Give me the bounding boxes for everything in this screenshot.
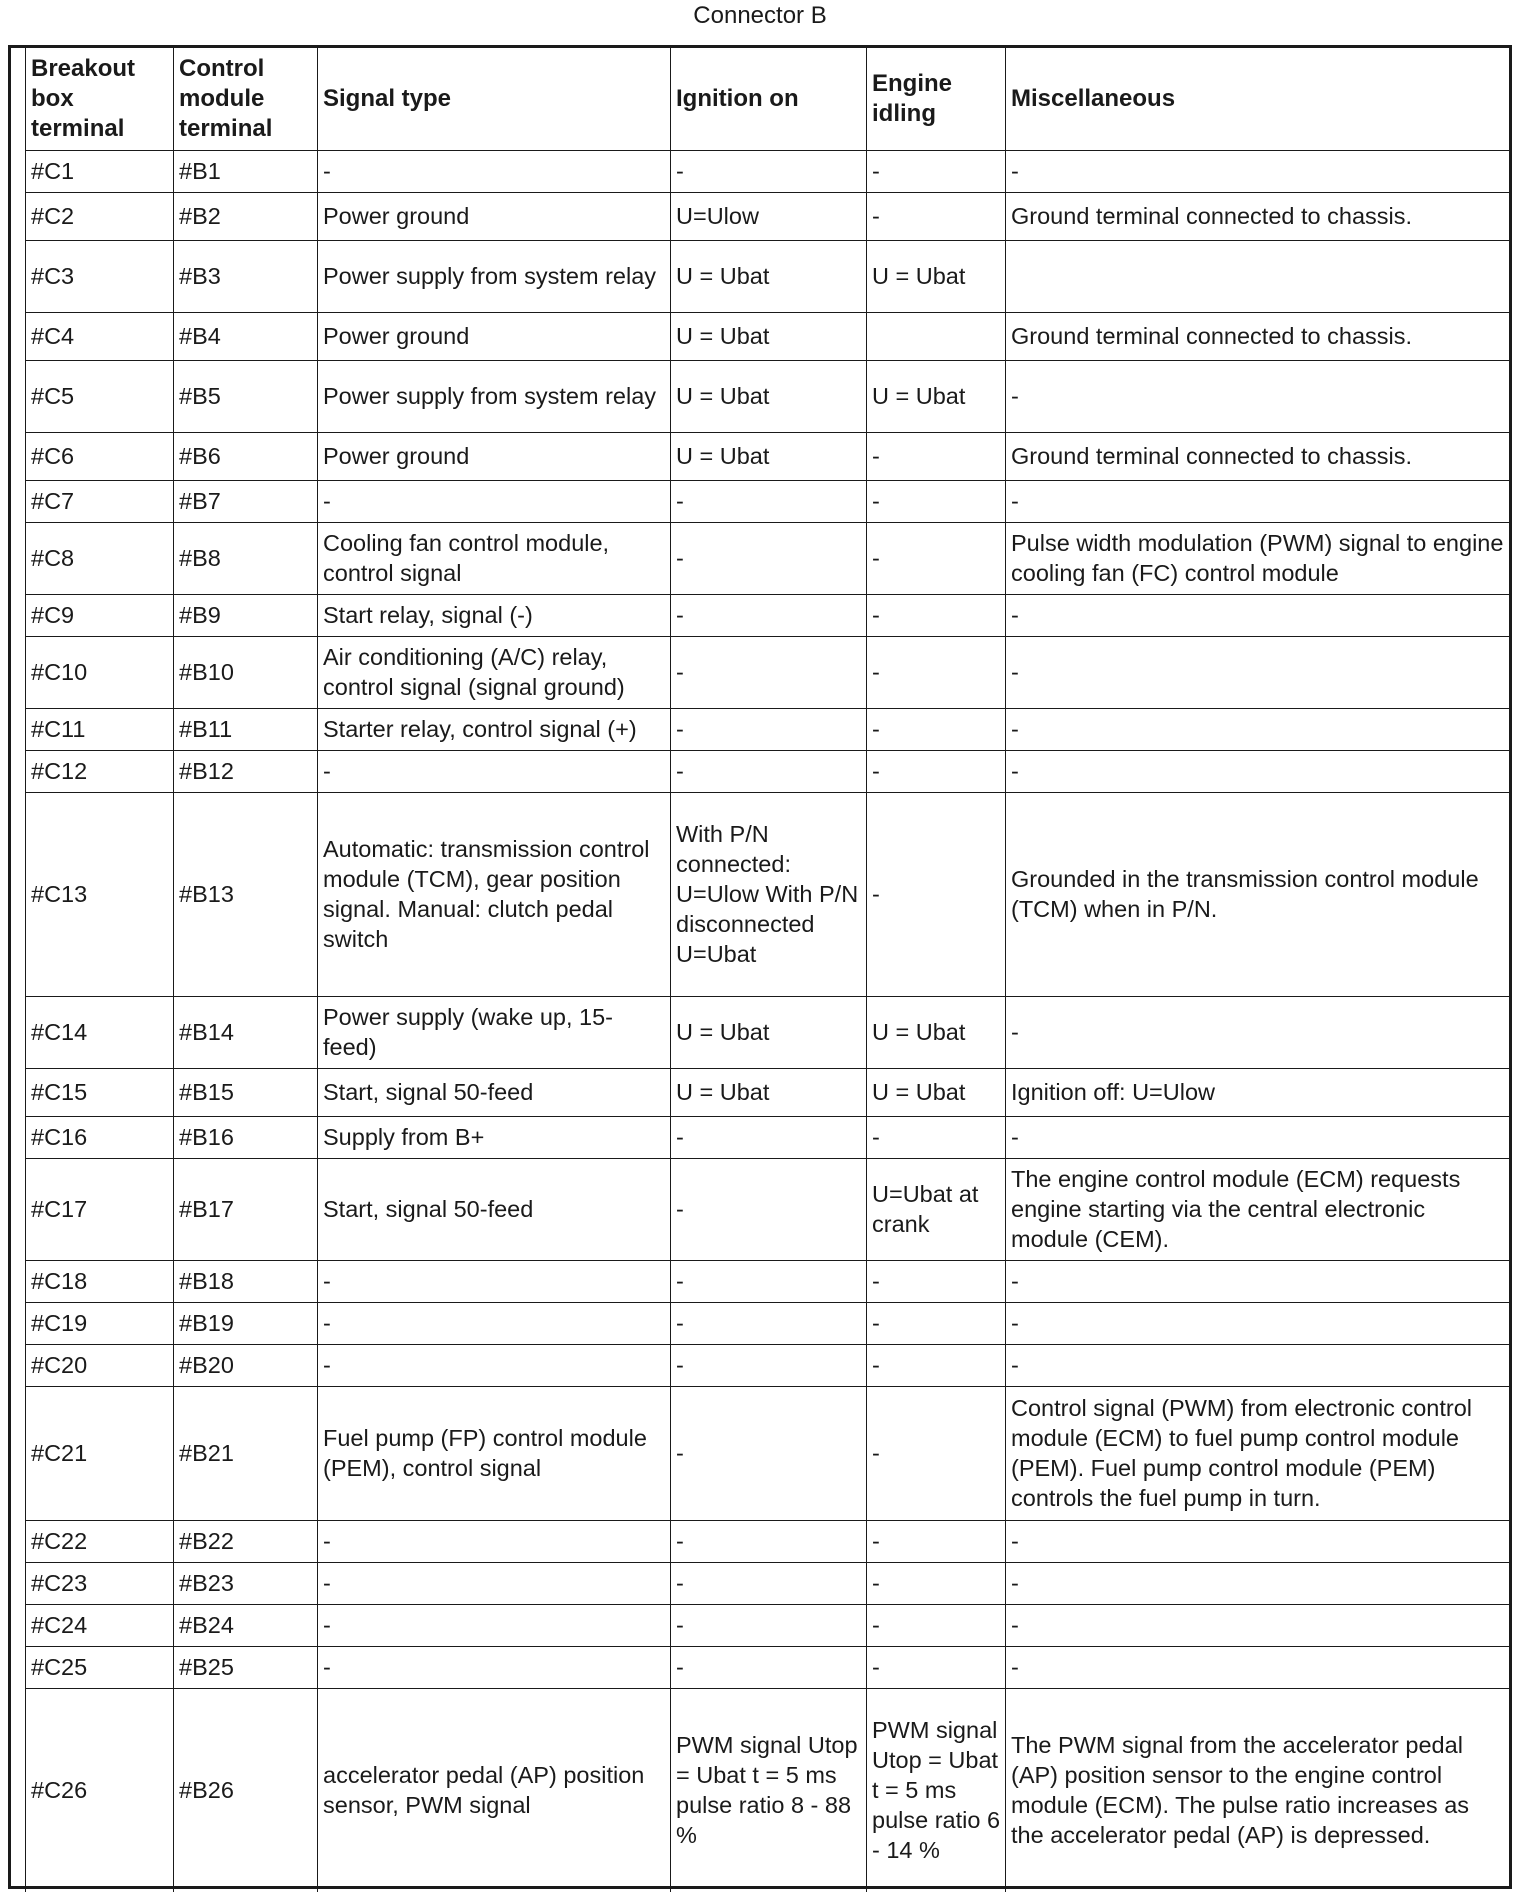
module-terminal-cell: #B19 xyxy=(174,1302,318,1344)
signal-type-cell: Cooling fan control module, control signal xyxy=(318,522,671,594)
breakout-terminal-cell: #C24 xyxy=(26,1604,174,1646)
table-row xyxy=(26,1386,1510,1520)
ignition-on-cell: U = Ubat xyxy=(671,996,867,1068)
signal-type-cell: - xyxy=(318,1260,671,1302)
breakout-terminal-cell: #C17 xyxy=(26,1158,174,1260)
breakout-terminal-cell: #C14 xyxy=(26,996,174,1068)
ignition-on-cell: - xyxy=(671,636,867,708)
column-header: Ignition on xyxy=(671,48,867,150)
module-terminal-cell: #B11 xyxy=(174,708,318,750)
breakout-terminal-cell: #C13 xyxy=(26,792,174,996)
engine-idling-cell: - xyxy=(867,636,1006,708)
engine-idling-cell: - xyxy=(867,1302,1006,1344)
table-row xyxy=(26,1260,1510,1302)
engine-idling-cell: - xyxy=(867,750,1006,792)
ignition-on-cell: U = Ubat xyxy=(671,312,867,360)
table-row xyxy=(26,708,1510,750)
engine-idling-cell: U = Ubat xyxy=(867,1068,1006,1116)
module-terminal-cell: #B8 xyxy=(174,522,318,594)
ignition-on-cell: U = Ubat xyxy=(671,360,867,432)
table-row xyxy=(26,360,1510,432)
connector-table xyxy=(25,48,1510,1892)
ignition-on-cell: PWM signal Utop = Ubat t = 5 ms pulse ratio 8 - 88 % xyxy=(671,1688,867,1892)
column-header: Miscellaneous xyxy=(1006,48,1510,150)
module-terminal-cell: #B4 xyxy=(174,312,318,360)
engine-idling-cell: - xyxy=(867,192,1006,240)
signal-type-cell: Supply from B+ xyxy=(318,1116,671,1158)
module-terminal-cell: #B10 xyxy=(174,636,318,708)
misc-cell xyxy=(1006,240,1510,312)
table-row xyxy=(26,1562,1510,1604)
engine-idling-cell: U=Ubat at crank xyxy=(867,1158,1006,1260)
misc-cell: Ground terminal connected to chassis. xyxy=(1006,192,1510,240)
ignition-on-cell: - xyxy=(671,1562,867,1604)
engine-idling-cell: - xyxy=(867,792,1006,996)
signal-type-cell: - xyxy=(318,1604,671,1646)
signal-type-cell: - xyxy=(318,1646,671,1688)
engine-idling-cell: - xyxy=(867,1260,1006,1302)
breakout-terminal-cell: #C16 xyxy=(26,1116,174,1158)
table-title: Connector B xyxy=(693,2,827,29)
breakout-terminal-cell: #C10 xyxy=(26,636,174,708)
ignition-on-cell: - xyxy=(671,480,867,522)
table-row xyxy=(26,240,1510,312)
breakout-terminal-cell: #C9 xyxy=(26,594,174,636)
ignition-on-cell: - xyxy=(671,750,867,792)
signal-type-cell: - xyxy=(318,1520,671,1562)
signal-type-cell: - xyxy=(318,1302,671,1344)
misc-cell: Grounded in the transmission control module (TCM) when in P/N. xyxy=(1006,792,1510,996)
misc-cell: - xyxy=(1006,1604,1510,1646)
misc-cell: - xyxy=(1006,150,1510,192)
breakout-terminal-cell: #C4 xyxy=(26,312,174,360)
module-terminal-cell: #B13 xyxy=(174,792,318,996)
signal-type-cell: Power supply from system relay xyxy=(318,240,671,312)
misc-cell: Control signal (PWM) from electronic control module (ECM) to fuel pump control module (PEM). Fuel pump control module (PEM) controls the fuel pump in turn. xyxy=(1006,1386,1510,1520)
misc-cell: - xyxy=(1006,636,1510,708)
signal-type-cell: Fuel pump (FP) control module (PEM), control signal xyxy=(318,1386,671,1520)
table-row xyxy=(26,192,1510,240)
engine-idling-cell: - xyxy=(867,1604,1006,1646)
module-terminal-cell: #B17 xyxy=(174,1158,318,1260)
module-terminal-cell: #B14 xyxy=(174,996,318,1068)
engine-idling-cell: - xyxy=(867,522,1006,594)
signal-type-cell: accelerator pedal (AP) position sensor, PWM signal xyxy=(318,1688,671,1892)
ignition-on-cell: - xyxy=(671,522,867,594)
module-terminal-cell: #B25 xyxy=(174,1646,318,1688)
ignition-on-cell: With P/N connected: U=Ulow With P/N disconnected U=Ubat xyxy=(671,792,867,996)
misc-cell: - xyxy=(1006,480,1510,522)
misc-cell: Pulse width modulation (PWM) signal to engine cooling fan (FC) control module xyxy=(1006,522,1510,594)
table-row xyxy=(26,792,1510,996)
misc-cell: Ignition off: U=Ulow xyxy=(1006,1068,1510,1116)
misc-cell: - xyxy=(1006,1562,1510,1604)
module-terminal-cell: #B26 xyxy=(174,1688,318,1892)
module-terminal-cell: #B1 xyxy=(174,150,318,192)
breakout-terminal-cell: #C15 xyxy=(26,1068,174,1116)
breakout-terminal-cell: #C6 xyxy=(26,432,174,480)
misc-cell: - xyxy=(1006,1302,1510,1344)
breakout-terminal-cell: #C22 xyxy=(26,1520,174,1562)
signal-type-cell: Start, signal 50-feed xyxy=(318,1158,671,1260)
engine-idling-cell: U = Ubat xyxy=(867,996,1006,1068)
engine-idling-cell: - xyxy=(867,1344,1006,1386)
ignition-on-cell: - xyxy=(671,1520,867,1562)
table-row xyxy=(26,480,1510,522)
engine-idling-cell: - xyxy=(867,594,1006,636)
signal-type-cell: - xyxy=(318,1562,671,1604)
breakout-terminal-cell: #C3 xyxy=(26,240,174,312)
breakout-terminal-cell: #C26 xyxy=(26,1688,174,1892)
signal-type-cell: Power ground xyxy=(318,192,671,240)
module-terminal-cell: #B9 xyxy=(174,594,318,636)
ignition-on-cell: - xyxy=(671,594,867,636)
misc-cell: The engine control module (ECM) requests engine starting via the central electronic module (CEM). xyxy=(1006,1158,1510,1260)
table-row xyxy=(26,1604,1510,1646)
module-terminal-cell: #B22 xyxy=(174,1520,318,1562)
engine-idling-cell: - xyxy=(867,708,1006,750)
module-terminal-cell: #B18 xyxy=(174,1260,318,1302)
ignition-on-cell: - xyxy=(671,1116,867,1158)
signal-type-cell: - xyxy=(318,750,671,792)
breakout-terminal-cell: #C25 xyxy=(26,1646,174,1688)
module-terminal-cell: #B23 xyxy=(174,1562,318,1604)
breakout-terminal-cell: #C19 xyxy=(26,1302,174,1344)
table-row xyxy=(26,432,1510,480)
table-row xyxy=(26,1068,1510,1116)
misc-cell: - xyxy=(1006,1260,1510,1302)
table-row xyxy=(26,1158,1510,1260)
ignition-on-cell: - xyxy=(671,1158,867,1260)
misc-cell: - xyxy=(1006,1646,1510,1688)
engine-idling-cell: - xyxy=(867,1562,1006,1604)
breakout-terminal-cell: #C23 xyxy=(26,1562,174,1604)
module-terminal-cell: #B7 xyxy=(174,480,318,522)
signal-type-cell: Power supply (wake up, 15-feed) xyxy=(318,996,671,1068)
ignition-on-cell: - xyxy=(671,1344,867,1386)
ignition-on-cell: - xyxy=(671,1646,867,1688)
signal-type-cell: Air conditioning (A/C) relay, control signal (signal ground) xyxy=(318,636,671,708)
signal-type-cell: Start relay, signal (-) xyxy=(318,594,671,636)
ignition-on-cell: U = Ubat xyxy=(671,240,867,312)
ignition-on-cell: U = Ubat xyxy=(671,1068,867,1116)
ignition-on-cell: - xyxy=(671,708,867,750)
misc-cell: - xyxy=(1006,996,1510,1068)
breakout-terminal-cell: #C1 xyxy=(26,150,174,192)
misc-cell: Ground terminal connected to chassis. xyxy=(1006,432,1510,480)
breakout-terminal-cell: #C12 xyxy=(26,750,174,792)
signal-type-cell: - xyxy=(318,150,671,192)
table-row xyxy=(26,1688,1510,1892)
signal-type-cell: Automatic: transmission control module (TCM), gear position signal. Manual: clutch pedal switch xyxy=(318,792,671,996)
module-terminal-cell: #B6 xyxy=(174,432,318,480)
signal-type-cell: Power supply from system relay xyxy=(318,360,671,432)
module-terminal-cell: #B12 xyxy=(174,750,318,792)
module-terminal-cell: #B20 xyxy=(174,1344,318,1386)
column-header: Control module terminal xyxy=(174,48,318,150)
module-terminal-cell: #B24 xyxy=(174,1604,318,1646)
ignition-on-cell: U = Ubat xyxy=(671,432,867,480)
misc-cell: - xyxy=(1006,750,1510,792)
engine-idling-cell: U = Ubat xyxy=(867,240,1006,312)
table-row xyxy=(26,150,1510,192)
column-header: Signal type xyxy=(318,48,671,150)
misc-cell: The PWM signal from the accelerator pedal (AP) position sensor to the engine control module (ECM). The pulse ratio increases as the accelerator pedal (AP) is depressed. xyxy=(1006,1688,1510,1892)
signal-type-cell: - xyxy=(318,480,671,522)
column-header: Engine idling xyxy=(867,48,1006,150)
table-row xyxy=(26,636,1510,708)
table-row xyxy=(26,1520,1510,1562)
breakout-terminal-cell: #C5 xyxy=(26,360,174,432)
ignition-on-cell: - xyxy=(671,150,867,192)
module-terminal-cell: #B3 xyxy=(174,240,318,312)
ignition-on-cell: U=Ulow xyxy=(671,192,867,240)
signal-type-cell: Starter relay, control signal (+) xyxy=(318,708,671,750)
engine-idling-cell: - xyxy=(867,1386,1006,1520)
breakout-terminal-cell: #C20 xyxy=(26,1344,174,1386)
engine-idling-cell: - xyxy=(867,1116,1006,1158)
table-row xyxy=(26,1646,1510,1688)
breakout-terminal-cell: #C18 xyxy=(26,1260,174,1302)
signal-type-cell: Power ground xyxy=(318,432,671,480)
engine-idling-cell: - xyxy=(867,150,1006,192)
engine-idling-cell: - xyxy=(867,1646,1006,1688)
ignition-on-cell: - xyxy=(671,1604,867,1646)
misc-cell: - xyxy=(1006,1344,1510,1386)
module-terminal-cell: #B16 xyxy=(174,1116,318,1158)
module-terminal-cell: #B21 xyxy=(174,1386,318,1520)
table-row xyxy=(26,1116,1510,1158)
table-row xyxy=(26,1302,1510,1344)
ignition-on-cell: - xyxy=(671,1386,867,1520)
misc-cell: - xyxy=(1006,360,1510,432)
misc-cell: Ground terminal connected to chassis. xyxy=(1006,312,1510,360)
misc-cell: - xyxy=(1006,1520,1510,1562)
table-row xyxy=(26,996,1510,1068)
signal-type-cell: Power ground xyxy=(318,312,671,360)
table-row xyxy=(26,750,1510,792)
table-row xyxy=(26,522,1510,594)
module-terminal-cell: #B5 xyxy=(174,360,318,432)
breakout-terminal-cell: #C21 xyxy=(26,1386,174,1520)
breakout-terminal-cell: #C11 xyxy=(26,708,174,750)
engine-idling-cell xyxy=(867,312,1006,360)
engine-idling-cell: - xyxy=(867,432,1006,480)
engine-idling-cell: U = Ubat xyxy=(867,360,1006,432)
engine-idling-cell: - xyxy=(867,1520,1006,1562)
engine-idling-cell: - xyxy=(867,480,1006,522)
misc-cell: - xyxy=(1006,708,1510,750)
table-row xyxy=(26,1344,1510,1386)
signal-type-cell: - xyxy=(318,1344,671,1386)
signal-type-cell: Start, signal 50-feed xyxy=(318,1068,671,1116)
misc-cell: - xyxy=(1006,594,1510,636)
table-row xyxy=(26,312,1510,360)
connector-table-frame xyxy=(8,45,1512,1889)
module-terminal-cell: #B15 xyxy=(174,1068,318,1116)
table-row xyxy=(26,594,1510,636)
column-header: Breakout box terminal xyxy=(26,48,174,150)
breakout-terminal-cell: #C2 xyxy=(26,192,174,240)
breakout-terminal-cell: #C7 xyxy=(26,480,174,522)
breakout-terminal-cell: #C8 xyxy=(26,522,174,594)
module-terminal-cell: #B2 xyxy=(174,192,318,240)
ignition-on-cell: - xyxy=(671,1302,867,1344)
header-row xyxy=(26,48,1510,150)
engine-idling-cell: PWM signal Utop = Ubat t = 5 ms pulse ratio 6 - 14 % xyxy=(867,1688,1006,1892)
misc-cell: - xyxy=(1006,1116,1510,1158)
ignition-on-cell: - xyxy=(671,1260,867,1302)
